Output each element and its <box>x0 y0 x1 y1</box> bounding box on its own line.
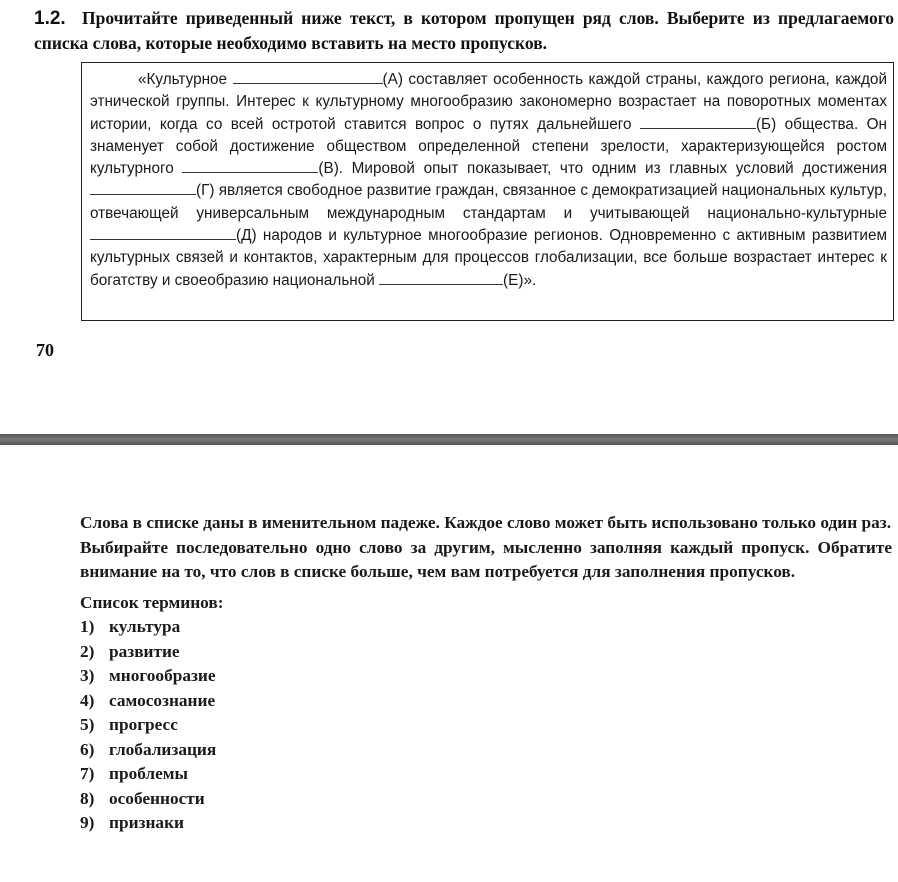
list-item <box>80 689 892 714</box>
blank-g[interactable] <box>90 180 196 195</box>
term-number: 4) <box>80 690 95 710</box>
list-item <box>80 713 892 738</box>
task-number: 1.2. <box>34 8 66 29</box>
list-item <box>80 615 892 640</box>
page-divider <box>0 434 898 445</box>
term-number: 7) <box>80 764 95 783</box>
terms-title: Список терминов: <box>80 592 224 612</box>
instructions-block <box>80 511 892 836</box>
term-number: 2) <box>80 641 95 661</box>
terms-list <box>80 615 892 836</box>
term-word: развитие <box>109 641 180 661</box>
passage-segment-6: (Д) народов и культурное многообразие регионов. Одновременно с активным развитием культурных связей и контактов, характерным для процессов глобализации, все больше возрастает интерес к богатству и своеобразию национальной <box>90 227 887 289</box>
term-word: прогресс <box>109 715 178 734</box>
term-number: 8) <box>80 788 95 808</box>
page-number: 70 <box>36 340 54 360</box>
blank-v[interactable] <box>182 158 318 173</box>
term-word: признаки <box>109 813 184 832</box>
passage-segment-2: (А) составляет особенность каждой страны, каждого региона, каждой этнической группы. Интерес к культурному многообразию закономерно возрастает на поворотных моментах истории, когда со всей остротой ставится вопрос о путях дальнейшего <box>90 71 887 133</box>
list-item <box>80 787 892 812</box>
passage-text <box>90 69 887 292</box>
term-word: самосознание <box>109 690 216 710</box>
term-word: проблемы <box>109 764 189 783</box>
blank-e[interactable] <box>379 270 503 285</box>
task-instruction: Прочитайте приведенный ниже текст, в котором пропущен ряд слов. Выберите из предлагаемого списка слова, которые необходимо вставить на место пропусков. <box>34 8 894 53</box>
list-item <box>80 762 892 787</box>
term-word: глобализация <box>109 739 217 759</box>
list-item <box>80 640 892 665</box>
blank-b[interactable] <box>640 114 756 129</box>
list-item <box>80 811 892 836</box>
blank-a[interactable] <box>233 69 383 84</box>
passage-box <box>81 62 894 321</box>
note-sequence: Выбирайте последовательно одно слово за другим, мысленно заполняя каждый пропуск. Обратите внимание на то, что слов в списке больше, чем вам потребуется для заполнения пропусков. <box>80 537 892 581</box>
term-number: 9) <box>80 813 95 832</box>
task-instruction-line <box>34 6 894 56</box>
term-number: 3) <box>80 666 95 685</box>
passage-segment-1: «Культурное <box>138 71 228 88</box>
task-header <box>34 6 894 56</box>
passage-segment-7: (Е)». <box>503 271 537 289</box>
passage-segment-3: (Б) общества. Он знаменует собой достижение обществом определенной степени зрелости, характеризующейся ростом культурного <box>90 115 887 178</box>
term-word: культура <box>109 617 181 636</box>
term-number: 6) <box>80 739 95 759</box>
term-number: 5) <box>80 715 95 734</box>
term-word: особенности <box>109 788 205 808</box>
passage-segment-4: (В). Мировой опыт показывает, что одним из главных условий достижения <box>318 160 888 178</box>
term-number: 1) <box>80 617 95 636</box>
list-item <box>80 738 892 763</box>
list-item <box>80 664 892 689</box>
passage-segment-5: (Г) является свободное развитие граждан, связанное с демократизацией национальных культур, отвечающей универсальным международным стандартам и учитывающей национально-культурные <box>90 182 887 222</box>
blank-d[interactable] <box>90 225 236 240</box>
term-word: многообразие <box>109 666 216 685</box>
note-case: Слова в списке даны в именительном падеже. Каждое слово может быть использовано только один раз. <box>80 513 892 532</box>
